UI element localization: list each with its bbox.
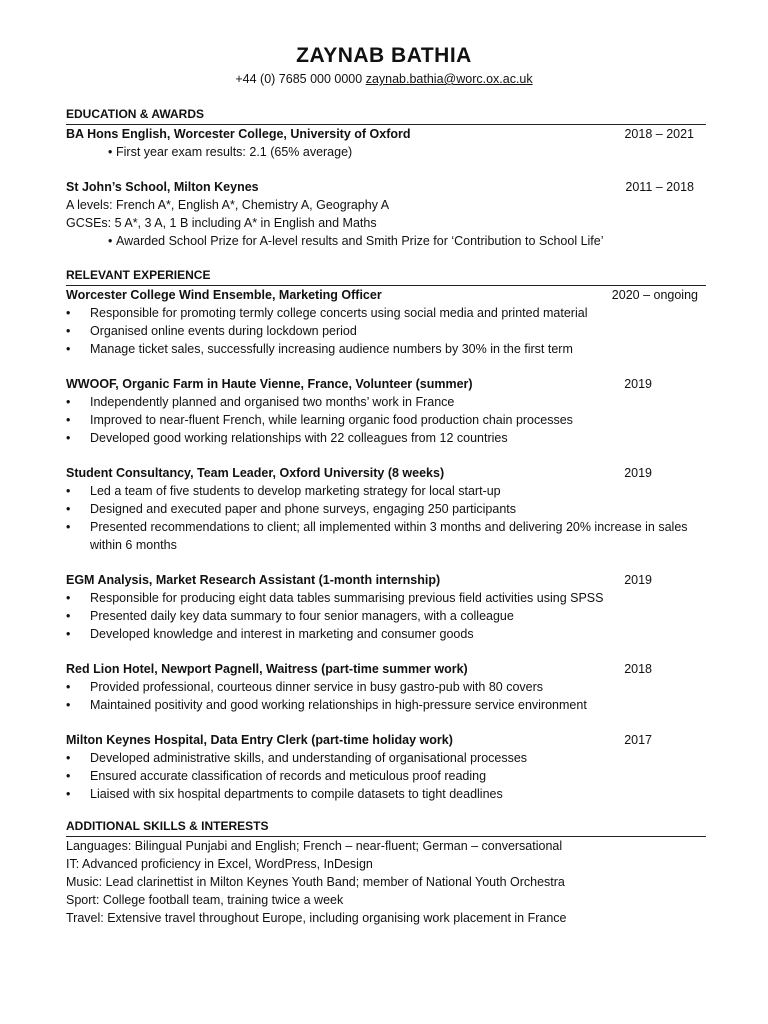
experience-date: 2019 (624, 573, 652, 587)
phone-number: +44 (0) 7685 000 0000 (235, 72, 363, 86)
experience-bullet: • Designed and executed paper and phone surveys, engaging 250 participants (66, 500, 706, 518)
experience-bullet: • Liaised with six hospital departments to compile datasets to tight deadlines (66, 785, 706, 803)
experience-date: 2020 – ongoing (611, 288, 698, 302)
experience-title: Student Consultancy, Team Leader, Oxford University (8 weeks) (66, 466, 445, 480)
experience-bullet: • Presented recommendations to client; all implemented within 3 months and delivering 20% increase in sales within 6 months (66, 518, 690, 554)
education-date: 2018 – 2021 (624, 127, 694, 141)
skills-line-music: Music: Lead clarinettist in Milton Keynes Youth Band; member of National Youth Orchestra (66, 875, 565, 889)
education-bullet: • First year exam results: 2.1 (65% average) (66, 143, 706, 161)
education-section (66, 106, 706, 250)
skills-line-sport: Sport: College football team, training twice a week (66, 893, 344, 907)
experience-title: Milton Keynes Hospital, Data Entry Clerk (part-time holiday work) (66, 733, 453, 747)
experience-title: Red Lion Hotel, Newport Pagnell, Waitress (part-time summer work) (66, 662, 468, 676)
skills-line-languages: Languages: Bilingual Punjabi and English; French – near-fluent; German – conversational (66, 839, 563, 853)
experience-bullet: • Provided professional, courteous dinner service in busy gastro-pub with 80 covers (66, 678, 706, 696)
experience-title: WWOOF, Organic Farm in Haute Vienne, France, Volunteer (summer) (66, 377, 473, 391)
experience-bullet: • Improved to near-fluent French, while learning organic food production chain processes (66, 411, 706, 429)
experience-date: 2018 (624, 662, 652, 676)
experience-section (66, 267, 706, 803)
experience-bullet: • Ensured accurate classification of records and meticulous proof reading (66, 767, 706, 785)
email-link[interactable]: zaynab.bathia@worc.ox.ac.uk (365, 72, 533, 86)
education-title: St John’s School, Milton Keynes (66, 180, 259, 194)
contact-line (0, 72, 768, 86)
education-line: A levels: French A*, English A*, Chemistry A, Geography A (66, 198, 390, 212)
experience-bullet: • Developed administrative skills, and understanding of organisational processes (66, 749, 706, 767)
skills-line-it: IT: Advanced proficiency in Excel, WordPress, InDesign (66, 857, 373, 871)
experience-bullet: • Organised online events during lockdown period (66, 322, 706, 340)
experience-title: Worcester College Wind Ensemble, Marketing Officer (66, 288, 382, 302)
experience-bullet: • Independently planned and organised two months’ work in France (66, 393, 706, 411)
experience-title: EGM Analysis, Market Research Assistant (1-month internship) (66, 573, 441, 587)
experience-bullet: • Responsible for producing eight data tables summarising previous field activities using SPSS (66, 589, 706, 607)
experience-date: 2019 (624, 377, 652, 391)
experience-bullet: • Presented daily key data summary to four senior managers, with a colleague (66, 607, 706, 625)
skills-line-travel: Travel: Extensive travel throughout Europe, including organising work placement in France (66, 911, 567, 925)
experience-heading: RELEVANT EXPERIENCE (66, 267, 706, 286)
experience-bullet: • Developed good working relationships with 22 colleagues from 12 countries (66, 429, 706, 447)
skills-heading: ADDITIONAL SKILLS & INTERESTS (66, 818, 706, 837)
skills-section (66, 818, 706, 927)
experience-bullet: • Developed knowledge and interest in marketing and consumer goods (66, 625, 706, 643)
experience-date: 2017 (624, 733, 652, 747)
experience-bullet: • Led a team of five students to develop marketing strategy for local start-up (66, 482, 706, 500)
experience-bullet: • Responsible for promoting termly college concerts using social media and printed material (66, 304, 706, 322)
experience-bullet: • Maintained positivity and good working relationships in high-pressure service environment (66, 696, 706, 714)
experience-bullet: • Manage ticket sales, successfully increasing audience numbers by 30% in the first term (66, 340, 706, 358)
candidate-name: ZAYNAB BATHIA (296, 44, 472, 67)
education-line: GCSEs: 5 A*, 3 A, 1 B including A* in English and Maths (66, 216, 377, 230)
education-date: 2011 – 2018 (625, 180, 694, 194)
education-bullet: • Awarded School Prize for A-level results and Smith Prize for ‘Contribution to School Life’ (66, 232, 706, 250)
experience-date: 2019 (624, 466, 652, 480)
education-title: BA Hons English, Worcester College, University of Oxford (66, 127, 411, 141)
education-heading: EDUCATION & AWARDS (66, 106, 706, 125)
